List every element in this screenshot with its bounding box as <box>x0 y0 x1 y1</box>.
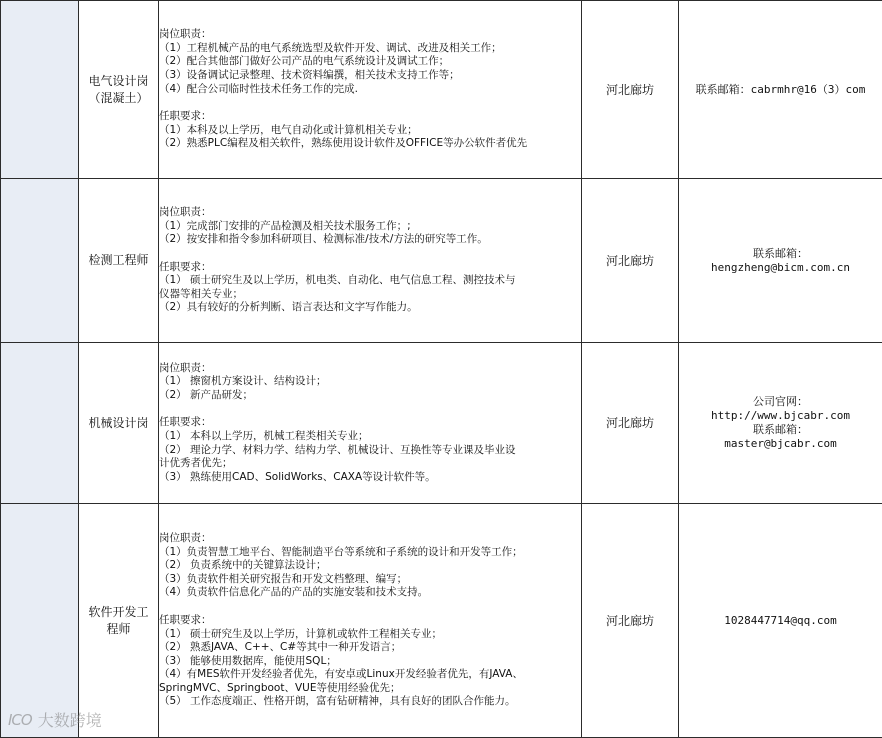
duty-header: 岗位职责： <box>159 362 581 376</box>
job-title-line: 程师 <box>79 621 158 638</box>
duty-item: （3）负责软件相关研究报告和开发文档整理、编写； <box>159 573 581 587</box>
contact-line: master@bjcabr.com <box>679 437 882 451</box>
requirement-header: 任职要求： <box>159 261 581 275</box>
requirement-item: （3） 能够使用数据库，能使用SQL； <box>159 655 581 669</box>
job-row <box>1 504 882 738</box>
row-side-cell <box>1 343 79 504</box>
section-gap <box>159 402 581 416</box>
requirement-item: （2） 理论力学、材料力学、结构力学、机械设计、互换性等专业课及毕业设 <box>159 444 581 458</box>
job-description-cell <box>159 1 582 179</box>
job-row <box>1 179 882 343</box>
duty-header: 岗位职责： <box>159 28 581 42</box>
job-title-line: 电气设计岗 <box>79 73 158 90</box>
contact-line: hengzheng@bicm.com.cn <box>679 261 882 275</box>
job-title-line: （混凝土） <box>79 90 158 107</box>
contact-cell <box>679 179 882 343</box>
location-cell: 河北廊坊 <box>582 179 679 343</box>
job-title-line: 机械设计岗 <box>79 415 158 432</box>
job-row <box>1 343 882 504</box>
watermark-logo-icon: ICO <box>8 711 32 729</box>
duty-header: 岗位职责： <box>159 532 581 546</box>
duty-item: （1） 擦窗机方案设计、结构设计； <box>159 375 581 389</box>
job-title-cell <box>79 504 159 738</box>
requirement-header: 任职要求： <box>159 416 581 430</box>
requirement-item: 仪器等相关专业； <box>159 288 581 302</box>
job-description-cell <box>159 179 582 343</box>
contact-line: http://www.bjcabr.com <box>679 409 882 423</box>
requirement-header: 任职要求： <box>159 110 581 124</box>
watermark-text: 大数跨境 <box>38 708 102 731</box>
requirement-item: （2）具有较好的分析判断、语言表达和文字写作能力。 <box>159 301 581 315</box>
requirement-item: （1） 本科以上学历，机械工程类相关专业； <box>159 430 581 444</box>
location-cell: 河北廊坊 <box>582 343 679 504</box>
row-side-cell <box>1 1 79 179</box>
contact-line: 1028447714@qq.com <box>679 614 882 628</box>
contact-cell <box>679 504 882 738</box>
duty-header: 岗位职责： <box>159 206 581 220</box>
duty-item: （2） 新产品研发； <box>159 389 581 403</box>
duty-item: （2） 负责系统中的关键算法设计； <box>159 559 581 573</box>
job-description-cell <box>159 504 582 738</box>
contact-cell <box>679 343 882 504</box>
requirement-header: 任职要求： <box>159 614 581 628</box>
requirement-item: SpringMVC、Springboot、VUE等使用经验优先； <box>159 682 581 696</box>
duty-item: （4）配合公司临时性技术任务工作的完成. <box>159 83 581 97</box>
contact-cell <box>679 1 882 179</box>
duty-item: （2）配合其他部门做好公司产品的电气系统设计及调试工作； <box>159 55 581 69</box>
location-cell: 河北廊坊 <box>582 504 679 738</box>
job-title-line: 软件开发工 <box>79 604 158 621</box>
section-gap <box>159 247 581 261</box>
row-side-cell <box>1 179 79 343</box>
requirement-item: （1）本科及以上学历，电气自动化或计算机相关专业； <box>159 124 581 138</box>
requirement-item: （1） 硕士研究生及以上学历，机电类、自动化、电气信息工程、测控技术与 <box>159 274 581 288</box>
requirement-item: （5） 工作态度端正、性格开朗，富有钻研精神，具有良好的团队合作能力。 <box>159 695 581 709</box>
job-title-line: 检测工程师 <box>79 252 158 269</box>
requirement-item: （3） 熟练使用CAD、SolidWorks、CAXA等设计软件等。 <box>159 471 581 485</box>
duty-item: （1）负责智慧工地平台、智能制造平台等系统和子系统的设计和开发等工作； <box>159 546 581 560</box>
job-title-cell <box>79 1 159 179</box>
requirement-item: （2） 熟悉JAVA、C++、C#等其中一种开发语言； <box>159 641 581 655</box>
section-gap <box>159 600 581 614</box>
job-description-cell <box>159 343 582 504</box>
contact-line: 联系邮箱： <box>679 423 882 437</box>
location-cell: 河北廊坊 <box>582 1 679 179</box>
job-row <box>1 1 882 179</box>
contact-line: 联系邮箱：cabrmhr@16（3）com <box>679 83 882 97</box>
requirement-item: （2）熟悉PLC编程及相关软件，熟练使用设计软件及OFFICE等办公软件者优先 <box>159 137 581 151</box>
requirement-item: （1） 硕士研究生及以上学历，计算机或软件工程相关专业； <box>159 628 581 642</box>
contact-line: 联系邮箱： <box>679 247 882 261</box>
contact-line: 公司官网： <box>679 395 882 409</box>
watermark <box>8 708 102 731</box>
duty-item: （1）完成部门安排的产品检测及相关技术服务工作；; <box>159 220 581 234</box>
section-gap <box>159 96 581 110</box>
requirement-item: （4）有MES软件开发经验者优先，有安卓或Linux开发经验者优先，有JAVA、 <box>159 668 581 682</box>
duty-item: （1）工程机械产品的电气系统选型及软件开发、调试、改进及相关工作； <box>159 42 581 56</box>
duty-item: （2）按安排和指令参加科研项目、检测标准/技术/方法的研究等工作。 <box>159 233 581 247</box>
duty-item: （4）负责软件信息化产品的产品的实施安装和技术支持。 <box>159 586 581 600</box>
requirement-item: 计优秀者优先； <box>159 457 581 471</box>
job-title-cell <box>79 343 159 504</box>
row-side-cell <box>1 504 79 738</box>
job-title-cell <box>79 179 159 343</box>
duty-item: （3）设备调试记录整理、技术资料编撰，相关技术支持工作等； <box>159 69 581 83</box>
